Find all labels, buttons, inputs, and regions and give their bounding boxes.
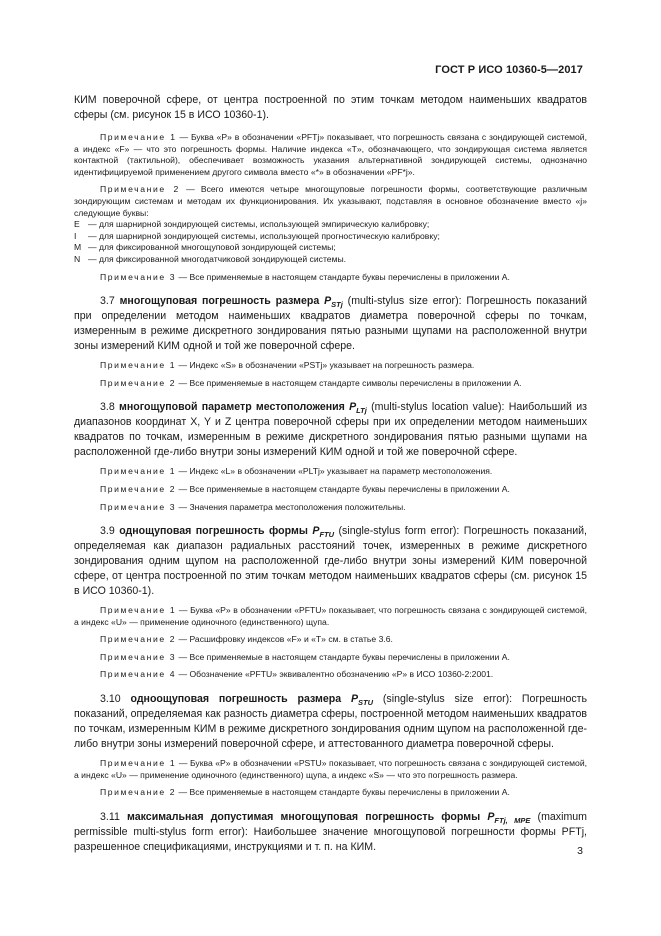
note: Примечание 2 — Всего имеются четыре многощуповые погрешности формы, соответствующие различным зондирующим системам и методам их функционирования. Их указывают, подставляя в основное обозначение вместо «j» следующие буквы:: [74, 184, 588, 218]
definition-3-11: 3.11 максимальная допустимая многощуповая погрешность формы $P_{FTj, MPE}$ (maximum permissible multi-stylus form error): Наибольшее значение многощуповой погрешности формы PFTj, разрешенное спецификациями, инструкциями и т. п. на КИМ.: [74, 810, 587, 853]
note: Примечание 1 — Индекс «S» в обозначении «PSTj» указывает на погрешность размера.: [100, 360, 475, 371]
note: Примечание 2 — Все применяемые в настоящем стандарте буквы перечислены в приложении А.: [100, 787, 510, 798]
note: Примечание 3 — Все применяемые в настоящем стандарте буквы перечислены в приложении А.: [100, 271, 510, 282]
note: Примечание 1 — Буква «P» в обозначении «PFTj» показывает, что погрешность связана с зондирующей системой, а индекс «F» — что это погрешность формы. Наличие индекса «T», обозначающего, что зондирующая система является контактной (тактильной), обеспечивает возможность указания альтернативной зондирующей системы, однозначно идентифицируемой применением другого символа вместо «*» в обозначении «PF*j».: [74, 132, 587, 177]
definition-3-8: 3.8 многощуповой параметр местоположения $P_{LTj}$ (multi-stylus location value): Наибольший из диапазонов координат X, Y и Z центра поверочной сферы при их определении методом наименьших квадратов по точкам, измеренным в режиме дискретного зондирования пятью разными щупами на расположенной где-либо внутри зоны измерений КИМ одной и той же поверочной сфере.: [74, 401, 587, 459]
list-item: I — для шарнирной зондирующей системы, использующей прогностическую калибровку;: [74, 230, 440, 241]
list-item: M — для фиксированной многощуповой зондирующей системы;: [74, 242, 336, 253]
definition-3-9: 3.9 однощуповая погрешность формы $P_{FTU}$ (single-stylus form error): Погрешность показаний, определяемая как диапазон радиальных расстояний точек, измеренных в режиме дискретного зондирования одним щупом на расположенной где-либо внутри зоны измерений КИМ поверочной сфере, от центра построенной по этим точкам методом наименьших квадратов сферы (см. рисунок 15 в ИСО 10360-1).: [74, 525, 587, 598]
document-id: ГОСТ Р ИСО 10360-5—2017: [435, 64, 583, 76]
list-item: E — для шарнирной зондирующей системы, использующей эмпирическую калибровку;: [74, 219, 430, 230]
intro-paragraph: КИМ поверочной сфере, от центра построенной по этим точкам методом наименьших квадратов сферы (см. рисунок 15 в ИСО 10360-1).: [74, 94, 587, 121]
note: Примечание 3 — Все применяемые в настоящем стандарте буквы перечислены в приложении А.: [100, 651, 510, 662]
note: Примечание 2 — Все применяемые в настоящем стандарте буквы перечислены в приложении А.: [100, 483, 510, 494]
list-item: N — для фиксированной многодатчиковой зондирующей системы.: [74, 253, 347, 264]
definition-3-10: 3.10 одноощуповая погрешность размера $P_{STU}$ (single-stylus size error): Погрешность показаний, определяемая как разность диаметра сферы, построенной методом наименьших квадратов по точкам, измеренным КИМ в режиме дискретного зондирования одним щупом на расположенной где-либо внутри зоны измерений поверочной сфере, и аттестованного диаметра поверочной сферы.: [74, 693, 587, 751]
note: Примечание 1 — Индекс «L» в обозначении «PLTj» указывает на параметр местоположения.: [100, 466, 493, 477]
note: Примечание 1 — Буква «P» в обозначении «PFTU» показывает, что погрешность связана с зондирующей системой, а индекс «U» — применение одиночного (единственного) щупа.: [74, 605, 588, 627]
page-content: [74, 93, 587, 855]
note: Примечание 2 — Расшифровку индексов «F» и «T» см. в статье 3.6.: [100, 634, 393, 645]
note: Примечание 2 — Все применяемые в настоящем стандарте символы перечислены в приложении А.: [100, 377, 522, 388]
page-number: 3: [577, 845, 583, 857]
definition-3-7: 3.7 многощуповая погрешность размера $P_{STj}$ (multi-stylus size error): Погрешность показаний при определении методом наименьших квадратов диаметра поверочной сферы по точкам, измеренным в режиме дискретного зондирования пятью разными щупами на расположенной внутри зоны измерений КИМ одной и той же поверочной сфере.: [74, 295, 587, 353]
note: Примечание 3 — Значения параметра местоположения положительны.: [100, 501, 406, 512]
note: Примечание 1 — Буква «P» в обозначении «PSTU» показывает, что погрешность связана с зондирующей системой, а индекс «U» — применение одиночного (единственного) щупа, а индекс «S» — что это погрешность размера.: [74, 758, 588, 780]
note: Примечание 4 — Обозначение «PFTU» эквивалентно обозначению «P» в ИСО 10360-2:2001.: [100, 669, 494, 680]
